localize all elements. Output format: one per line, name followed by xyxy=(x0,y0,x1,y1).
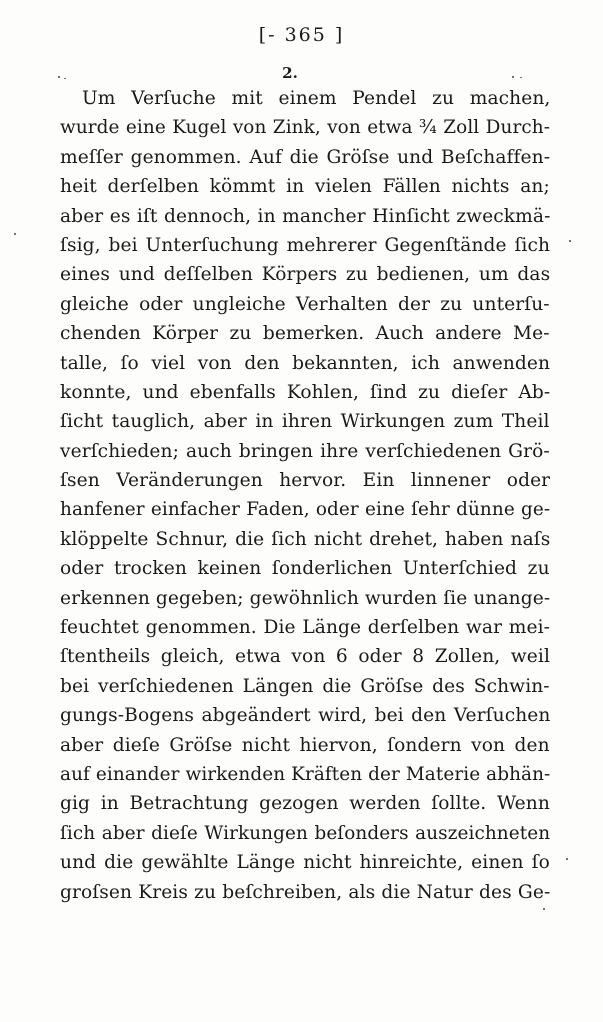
scan-speck xyxy=(566,858,568,860)
text-line: oder trocken keinen ſonderlichen Unterſchied zu xyxy=(60,558,550,580)
text-line: gleiche oder ungleiche Verhalten der zu unterſu- xyxy=(60,293,550,315)
scan-speck xyxy=(569,240,571,242)
text-line: eines und deſſelben Körpers zu bedienen, um das xyxy=(60,264,551,286)
text-line: konnte, und ebenfalls Kohlen, ſind zu dieſer Ab- xyxy=(60,381,551,403)
text-line: klöppelte Schnur, die ſich nicht drehet, haben naſs xyxy=(60,528,551,550)
text-line: bei verſchiedenen Längen die Gröſse des Schwin- xyxy=(60,675,550,697)
scan-speck xyxy=(512,76,514,78)
text-line: auf einander wirkenden Kräften der Materie abhän- xyxy=(60,763,551,785)
text-line: ſsen Veränderungen hervor. Ein linnener oder xyxy=(60,470,551,492)
text-line: hanfener einfacher Faden, oder eine ſehr dünne ge- xyxy=(60,499,551,521)
text-line: ſtentheils gleich, etwa von 6 oder 8 Zollen, weil xyxy=(60,646,551,668)
scan-speck xyxy=(64,78,66,79)
text-line: heit derſelben kömmt in vielen Fällen nichts an; xyxy=(60,176,550,198)
text-line: talle, ſo viel von den bekannten, ich anwenden xyxy=(60,352,551,374)
text-line: aber dieſe Gröſse nicht hiervon, ſondern von den xyxy=(60,734,550,756)
text-line: und die gewählte Länge nicht hinreichte, einen ſo xyxy=(60,852,550,874)
scan-speck xyxy=(58,76,60,78)
text-line: ſsig, bei Unterſuchung mehrerer Gegenſtände ſich xyxy=(60,234,551,256)
body-text xyxy=(60,84,550,907)
text-line: chenden Körper zu bemerken. Auch andere Me- xyxy=(60,323,550,345)
text-line: aber es iſt dennoch, in mancher Hinſicht zweckmä- xyxy=(60,205,551,227)
page-number: [- 365 ] xyxy=(258,24,345,46)
text-line: gungs-Bogens abgeändert wird, bei den Verſuchen xyxy=(60,705,551,727)
text-line: erkennen gegeben; gewöhnlich wurden ſie unange- xyxy=(60,587,551,609)
text-line: groſsen Kreis zu beſchreiben, als die Natur des Ge- xyxy=(60,881,551,903)
text-line: meſſer genommen. Auf die Gröſse und Beſchaffen- xyxy=(60,146,551,168)
text-line: ſich aber dieſe Wirkungen beſonders auszeichneten xyxy=(60,822,551,844)
scan-speck xyxy=(14,233,16,235)
text-line: wurde eine Kugel von Zink, von etwa ¾ Zoll Durch- xyxy=(60,117,551,139)
scan-speck xyxy=(543,908,545,910)
text-line: ſicht tauglich, aber in ihren Wirkungen zum Theil xyxy=(60,411,550,433)
text-line: verſchieden; auch bringen ihre verſchiedenen Grö- xyxy=(60,440,550,462)
scan-speck xyxy=(520,77,522,78)
section-number: 2. xyxy=(282,64,298,82)
text-line: feuchtet genommen. Die Länge derſelben war mei- xyxy=(60,617,551,639)
text-line: gig in Betrachtung gezogen werden ſollte. Wenn xyxy=(60,793,550,815)
text-line: Um Verſuche mit einem Pendel zu machen, xyxy=(82,88,551,109)
